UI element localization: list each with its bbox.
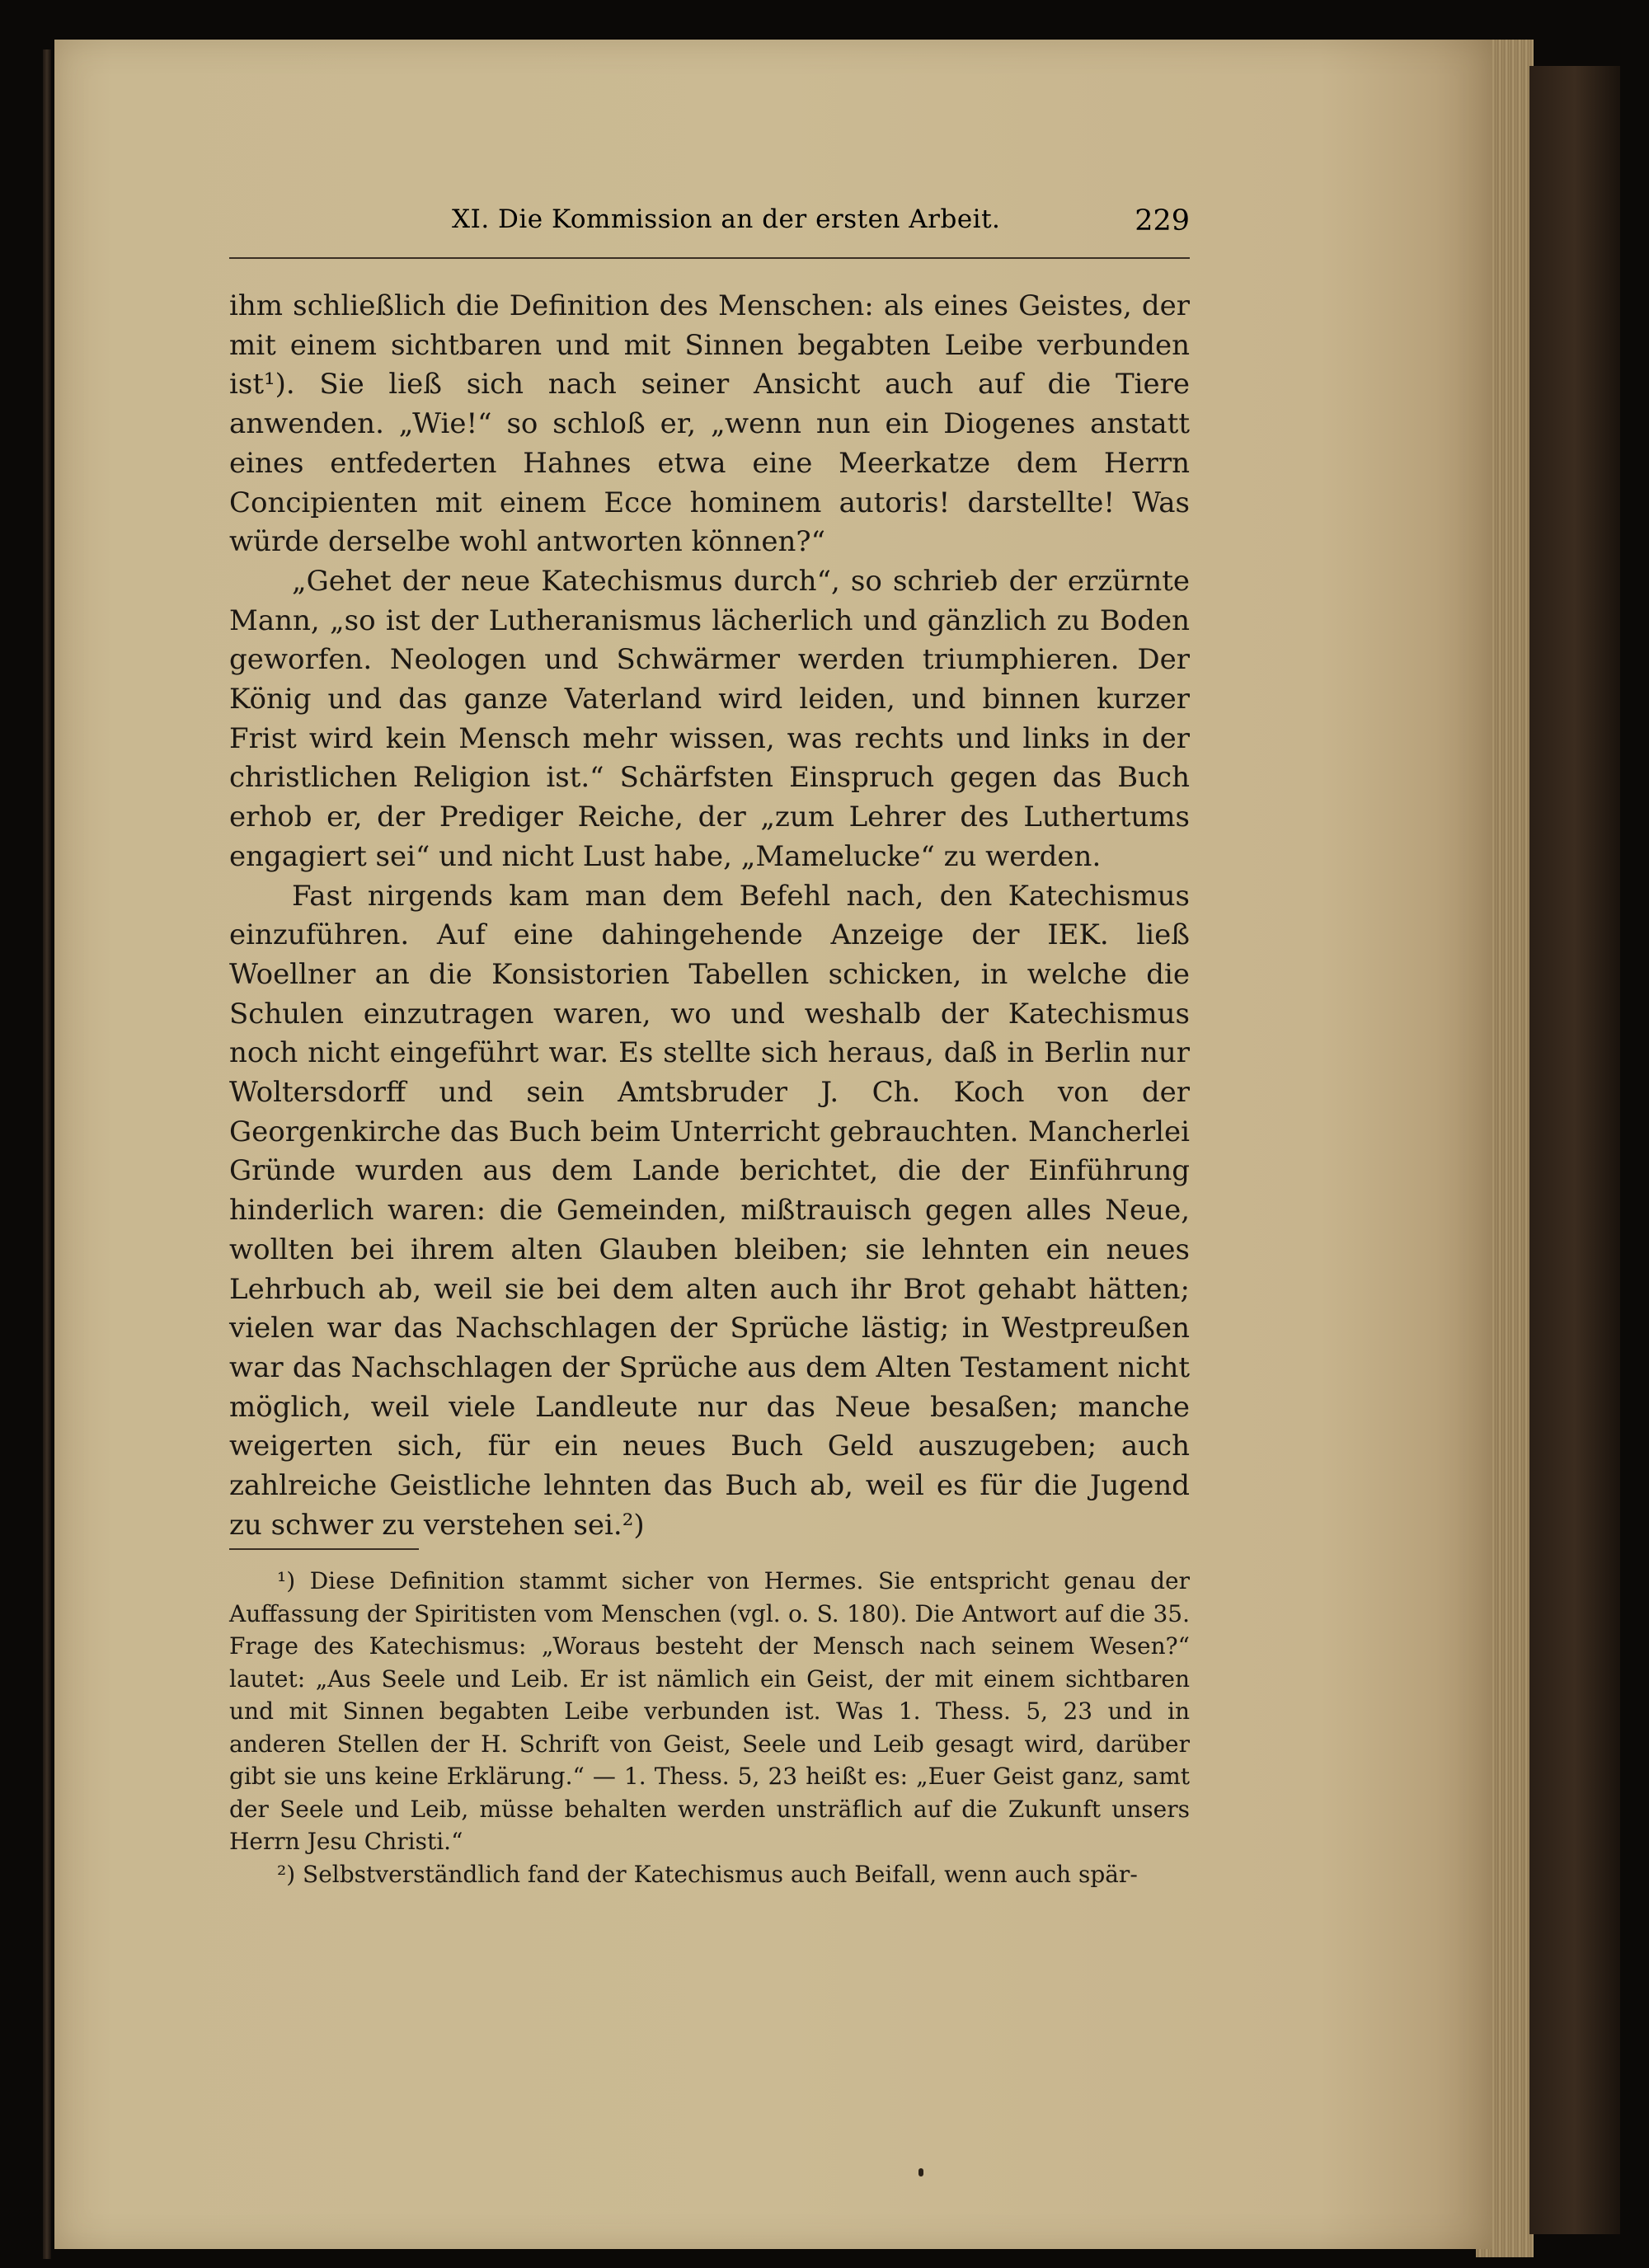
body-text — [229, 287, 1190, 1546]
header-rule — [229, 257, 1190, 259]
page-number: 229 — [1135, 204, 1190, 237]
paragraph-1: ihm schließlich die Definition des Menschen: als eines Geistes, der mit einem sichtbaren und mit Sinnen begabten Leibe verbunden ist¹). Sie ließ sich nach seiner Ansicht auch auf die Tiere anwenden. „Wie!“ so schloß er, „wenn nun ein Diogenes anstatt eines entfederten Hahnes etwa eine Meerkatze dem Herrn Concipienten mit einem Ecce hominem autoris! darstellte! Was würde derselbe wohl antworten können?“ — [229, 289, 1190, 559]
paragraph-3: Fast nirgends kam man dem Befehl nach, den Katechismus einzuführen. Auf eine dahingehende Anzeige der IEK. ließ Woellner an die Konsistorien Tabellen schicken, in welche die Schulen einzutragen waren, wo und weshalb der Katechismus noch nicht eingeführt war. Es stellte sich heraus, daß in Berlin nur Woltersdorff und sein Amtsbruder J. Ch. Koch von der Georgenkirche das Buch beim Unterricht gebrauchten. Mancherlei Gründe wurden aus dem Lande berichtet, die der Einführung hinderlich waren: die Gemeinden, mißtrauisch gegen alles Neue, wollten bei ihrem alten Glauben bleiben; sie lehnten ein neues Lehrbuch ab, weil sie bei dem alten auch ihr Brot gehabt hätten; vielen war das Nachschlagen der Sprüche lästig; in Westpreußen war das Nachschlagen der Sprüche aus dem Alten Testament nicht möglich, weil viele Landleute nur das Neue besaßen; manche weigerten sich, für ein neues Buch Geld auszugeben; auch zahlreiche Geistliche lehnten das Buch ab, weil es für die Jugend zu schwer zu verstehen sei.²) — [229, 879, 1190, 1542]
running-head — [229, 204, 1190, 254]
book-left-edge — [43, 49, 51, 2259]
footnote-2: ²) Selbstverständlich fand der Katechismus auch Beifall, wenn auch spär- — [277, 1860, 1138, 1888]
footnote-rule — [229, 1548, 419, 1550]
paragraph-2: „Gehet der neue Katechismus durch“, so schrieb der erzürnte Mann, „so ist der Lutheranismus lächerlich und gänzlich zu Boden geworfen. Neologen und Schwärmer werden triumphieren. Der König und das ganze Vaterland wird leiden, und binnen kurzer Frist wird kein Mensch mehr wissen, was rechts und links in der christlichen Religion ist.“ Schärfsten Einspruch gegen das Buch erhob er, der Prediger Reiche, der „zum Lehrer des Luthertums engagiert sei“ und nicht Lust habe, „Mamelucke“ zu werden. — [229, 564, 1190, 873]
ink-speck — [918, 2168, 923, 2176]
footnotes — [229, 1565, 1190, 1890]
chapter-title: XI. Die Kommission an der ersten Arbeit. — [452, 204, 1001, 234]
book-cover-edge — [1529, 66, 1620, 2234]
footnote-1: ¹) Diese Definition stammt sicher von Hermes. Sie entspricht genau der Auffassung der Spiritisten vom Menschen (vgl. o. S. 180). Die Antwort auf die 35. Frage des Katechismus: „Woraus besteht der Mensch nach seinem Wesen?“ lautet: „Aus Seele und Leib. Er ist nämlich ein Geist, der mit einem sichtbaren und mit Sinnen begabten Leibe verbunden ist. Was 1. Thess. 5, 23 und in anderen Stellen der H. Schrift von Geist, Seele und Leib gesagt wird, darüber gibt sie uns keine Erklärung.“ — 1. Thess. 5, 23 heißt es: „Euer Geist ganz, samt der Seele und Leib, müsse behalten werden unsträflich auf die Zukunft unsers Herrn Jesu Christi.“ — [229, 1567, 1190, 1855]
